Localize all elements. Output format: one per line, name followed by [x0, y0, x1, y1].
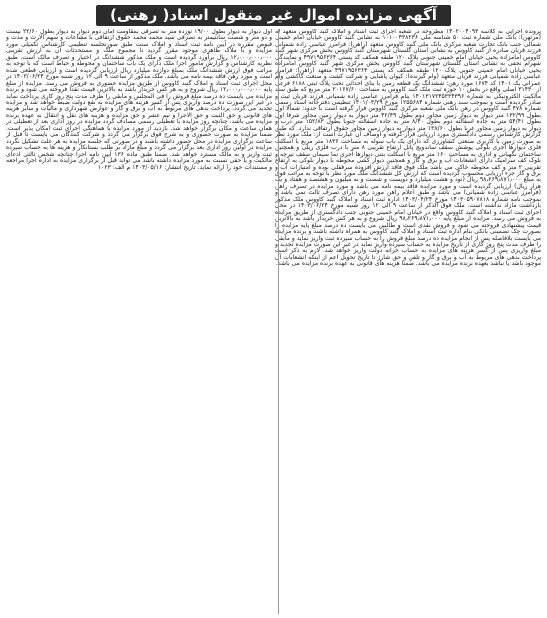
left-column: [6, 29, 272, 614]
right-column: [275, 29, 541, 614]
notice-title: آگهی مزایده اموال غیر منقول اسناد( رهنی): [96, 5, 451, 26]
left-column-text: اول دیوار به دیوار بطول ۱۹/۰۰ نوزده متر به تصرفی بمقاومت امان دوم دیوار به دیوار بطول ۲۲/۶۰ بیست و دو متر و شصت سانتیمتر به تصرفی سید محمد محمد حقوق ارتفاقی با مشاعات و سهم الارث و مدت و قبوض مقرره در آیین نامه ثبت اسناد و املاک سنت طبق صورتجلسه تنظیمی کارشناس تکمیلی مورد مزایده و با ملاک ظاهری موجود مقرر گردید تا مجموع ملک و مستحدثات آن به ارزش تقریبی ۱۲٫۰۰۰٫۰۰۰٫۰۰۰ ریال برآورد گردیده است و ملک مذکور ششدانگ در اختیار و تصرف مالک است. طبق نظریه کارشناس و گزارش مامور اجرا ملک دارای یک باب ساختمان و محوطه و حیاط است که با توجه به مراتب فوق ارزش ششدانگ ملک بمبلغ دوازده میلیارد ریال ارزیابی گردیده است و ارزیابی قطعی شده است و مورد رهن فاقد بیمه نامه می باشد. ملک مذکور از ساعت ۹ الی ۱۲ روز شنبه مورخ ۱۴۰۳/۰۶/۲۴ در محل اجرای ثبت اسناد و املاک گنبد کاووس از طریق مزایده حضوری به فروش می رسد. مزایده از مبلغ پایه ۱۲٫۰۰۰٫۰۰۰٫۰۰۰ ریال شروع و به هر کس خریدار باشد به بالاترین قیمت نقدا فروخته می شود و برنده مزایده می بایست ده درصد مبلغ فروش را فی المجلس و مابقی را ظرف مدت پنج روز کاری پرداخت نماید در غیر این صورت ده درصد واریزی پس از کسر هزینه های مزایده به نفع دولت ضبط خواهد شد و مزایده تجدید می گردد. پرداخت بدهی های مربوط به آب و برق و گاز و عوارض شهرداری و مالیات و سایر هزینه های قانونی و حق الثبت و حق الاجرا و نیم عشر و حق مزایده و هزینه های نقل و انتقال به عهده برنده مزایده می باشد. چنانچه روز مزایده با تعطیلی رسمی مصادف گردد مزایده در روز اداری بعد از تعطیلی در همان ساعت و مکان برگزار خواهد شد. بازدید از مورد مزایده با هماهنگی اجرای ثبت امکان پذیر است. ضمنا مزایده به صورت حضوری و به شرح فوق برگزار می گردد و شرکت کنندگان می بایست تا قبل از ساعت برگزاری مزایده در محل حضور داشته باشند و در صورتی که جلسه مزایده به هر علت تشکیل نگردد مزایده در اولین روز اداری بعد برگزار می گردد و مبلغ مازاد بر طلب بستانکار و هزینه ها به حساب سپرده ثبت واریز و به مالک مسترد خواهد شد. ضمنا طبق ماده ۱۳۶ آیین نامه اجرا چنانچه شخص ثالثی ادعای مالکیت و یا حقی نسبت به مورد مزایده داشته باشد می تواند قبل از برگزاری مزایده به اداره اجرا مراجعه و مستندات خود را ارائه نماید. تاریخ انتشار: ۱۴۰۳/۰۵/۱۶ م الف: ۱۰۲۳: [6, 29, 272, 171]
column-divider: [278, 29, 279, 614]
notice-header: [6, 4, 541, 26]
notice-body: [6, 29, 541, 614]
right-column-text: پرونده اجرایی به کلاسه ۱۴۰۲۰۰۴۰۹۳ مطروحه در شعبه اجرای ثبت اسناد و املاک گنبد کاووس متعهد له (مرتهن): بانک ملی شماره ثبت ۵۰ شناسه ملی ۱۰۱۰۰۴۳۸۲۳۶ به نشانی گنبد کاووس خیابان امام خمینی شمالی جنب بانک تجارت شعبه مرکزی بانک ملی گنبد کاووس متعهد (راهن): فرامرز عباسی زاده شمیانی فرزند قربان صادره از گنبد کاووس به نشانی استان گلستان شهرستان گنبد کاووس بخش مرکزی شهر گنبد کاووس امامزاده یحیی خیابان امام خمینی جنوبی پلاک ۱۲۰ طبقه همکف کد پستی ۴۹۷۱۹۵۶۳۶۴ و نمایندگی شهرام نجفی به نشانی استان گلستان شهرستان گنبد کاووس بخش مرکزی شهر گنبد کاووس امامزاده یحیی خیابان امام خمینی جنوبی پلاک ۱۲۰ طبقه همکف کد پستی ۴۹۷۱۹۵۶۳۶۴ متعهد (راهن): فرامرز عباسی زاده شمیانی فرزند قربان متعهد (وام گیرنده): کیوان پاشایی و شرکت کشت و صنعت کاکشی وام عمرانی یک ۱۴۰۱ کد ۱۶۷۴ مورد رهن: ششدانگ یک قطعه زمین با بنای احداثی تحت پلاک ثبتی ۶۱۸۸ فرعی از ۳۱۴۳۰ اصلی واقع در بخش ۱۰ حوزه ثبت ملک گنبد کاووس به مساحت ۲۰۱۶۷/۶۰ متر مربع که طبق سند مالکیت الکترونیکی به شماره ۱۴۰۱۳۱۷۲۴۵۳۳۴۳۹۶ بنام فرامرز عباسی زاده شمیانی فرزند قربان ثبت و صادر گردیده است و بموجب سند رهنی شماره ۱۲۵۵۶۸۴ مورخ ۱۴۰۱/۰۳/۲۹ تنظیمی دفترخانه اسناد رسمی شماره ۴۷۸ گنبد کاووس در رهن بانک ملی شعبه مرکزی گنبد کاووس قرار گرفته است با حدود: شمالا اول بطول ۱۳۲/۹۹ متر دیوار به دیوار زمین مجاور دوم بطول ۴۲/۴۹ متر دیوار به دیوار زمین مجاور شرقا اول بطول ۵۴/۴۱ متر به جاده اسفالته دوم بطول ۸/۴۰ متر به جاده اسفالته جنوبا بطول ۱۵۲/۸۳ متر درب و دیوار به دیوار زمین مجاور غربا بطول ۱۳۸/۶۰ متر دیوار به دیوار زمین مجاور حقوق ارتفاقی ندارد. که طبق گزارش کارشناس رسمی دادگستری مورد ارزیابی قرار گرفته و اوصاف آن عبارت است از: ملک مورد نظر به صورت زمین با کاربری صنعتی کشاورزی که دارای یک باب سوله به مساحت ۱۸۳۶ متر مربع با اسکلت فلزی دیوارها آجری بلوکی پوشش سقف ساندویچ پانل ارتفاع تقریبی ۸ متر با درب فلزی ریلی و همچنین ساختمان نگهبانی و اداری به مساحت ۱۶۰ متر مربع با اسکلت بتنی دیوارها آجری نما سیمان سقف تیرچه و بلوک کف سرامیک دارای انشعابات آب و برق و گاز و همچنین دیوار کشی محوطه با دیوار بلوکی به ارتفاع تقریبی ۲ متر و کف محوطه خاکی می باشد ملک فوق فاقد ارزش افزوده سرقفلی بوده و امتیازات آب و برق و گاز جزء ارزیابی محسوب گردیده است که ارزش کل ششدانگ ملک مورد نظر با توجه به مراتب فوق به مبلغ ۹۸٫۲۶۹٫۸۷۱٫۰۰۰ ریال (نود و هشت میلیارد و دویست و شصت و نه میلیون و هشتصد و هفتاد و یک هزار ریال) ارزیابی گردیده است و مورد مزایده فاقد بیمه نامه می باشد و مورد مزایده در تصرف راهن (فرامرز عباسی زاده شمیانی) می باشد و طبق اعلام راهن مورد رهن دارای تصرف ثالث نمی باشد و بموجب نامه شماره ۱۴۰۳۰۵۹۰۷۸۱۸ مورخ ۱۴۰۳/۰۴/۲۴ اداره ثبت اسناد و املاک گنبد کاووس ملک مذکور بازداشت مازاد نداشته است. ملک فوق الذکر از ساعت ۹ الی ۱۲ روز شنبه مورخ ۱۴۰۳/۰۶/۲۴ در محل اجرای ثبت اسناد و املاک گنبد کاووس واقع در خیابان امام خمینی جنوبی جنب دادگستری از طریق مزایده به فروش می رسد. مزایده از مبلغ پایه ۹۸٫۲۶۹٫۸۷۱٫۰۰۰ ریال شروع و به هر کس خریدار باشد به بالاترین قیمت پیشنهادی فروخته می شود و فروش نقدی است و طالبین می بایست ده درصد مبلغ پایه مزایده را بصورت چک تضمینی بانکی بنام اداره ثبت اسناد و املاک گنبد کاووس به همراه داشته باشند و برنده مزایده می بایست بلافاصله پس از انجام مزایده ده درصد مبلغ فروش را به حساب سپرده ثبت واریز نماید و مابقی را ظرف مدت پنج روز کاری از تاریخ مزایده به حساب سپرده واریز نماید در غیر این صورت مزایده تجدید و مبلغ واریزی پس از کسر هزینه های مزایده به حساب خزانه دولت واریز خواهد شد. لازم به ذکر است پرداخت بدهی های مربوط به آب و برق و گاز و تلفن و حق شارژ تا تاریخ تحویل اعم از اینکه انشعابات آن موجود باشد یا نباشد بعهده برنده مزایده می باشد. ضمنا هزینه های قانونی به عهده برنده مزایده می باشد.: [275, 29, 541, 268]
